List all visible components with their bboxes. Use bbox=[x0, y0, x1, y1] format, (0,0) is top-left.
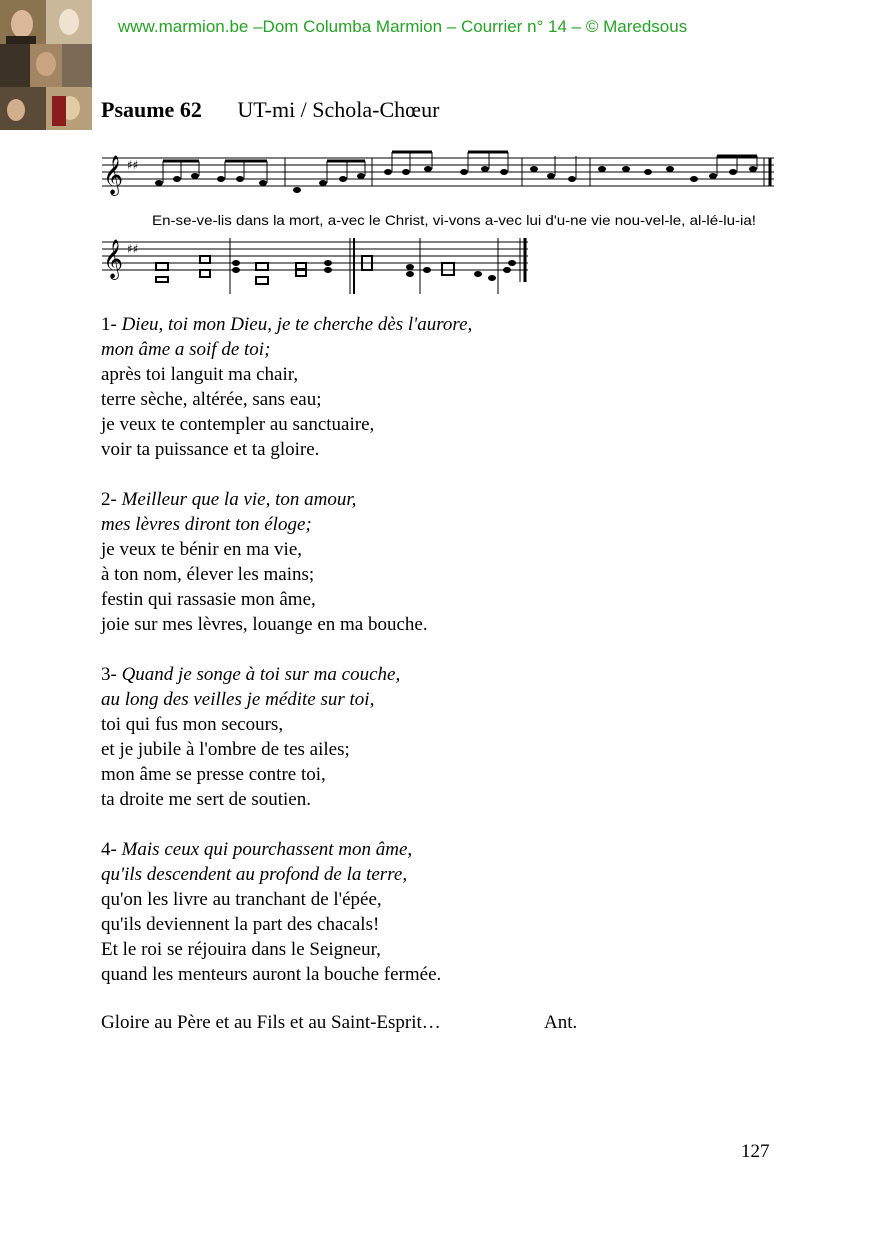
verse-line: et je jubile à l'ombre de tes ailes; bbox=[101, 739, 350, 760]
verse-line: mes lèvres diront ton éloge; bbox=[101, 514, 312, 535]
verse-line: qu'ils deviennent la part des chacals! bbox=[101, 914, 380, 935]
stanza-number: 2- bbox=[101, 489, 122, 510]
staff-lines-2 bbox=[102, 242, 528, 270]
psalm-tone-score bbox=[100, 232, 540, 303]
beams-1 bbox=[163, 152, 757, 161]
verse-line: qu'on les livre au tranchant de l'épée, bbox=[101, 889, 382, 910]
antiphon-label: Ant. bbox=[544, 1012, 578, 1033]
mode-label: UT-mi / Schola-Chœur bbox=[237, 97, 440, 122]
verse-line: voir ta puissance et ta gloire. bbox=[101, 439, 320, 460]
verse-line: au long des veilles je médite sur toi, bbox=[101, 689, 375, 710]
stanza-number: 4- bbox=[101, 839, 122, 860]
staff-lines-1 bbox=[102, 158, 774, 186]
verse-line: quand les menteurs auront la bouche fermée. bbox=[101, 964, 442, 985]
verse-line: je veux te bénir en ma vie, bbox=[101, 539, 303, 560]
verse-line: qu'ils descendent au profond de la terre, bbox=[101, 864, 408, 885]
verse-line: terre sèche, altérée, sans eau; bbox=[101, 389, 322, 410]
treble-clef-icon: 𝄞 bbox=[103, 239, 124, 279]
stanza-number: 3- bbox=[101, 664, 122, 685]
verse-line: festin qui rassasie mon âme, bbox=[101, 589, 316, 610]
stanza-number: 1- bbox=[101, 314, 122, 335]
photo-collage bbox=[0, 0, 92, 130]
page-number: 127 bbox=[741, 1141, 770, 1162]
verse-line: joie sur mes lèvres, louange en ma bouche. bbox=[101, 614, 428, 635]
svg-text:♯♯: ♯♯ bbox=[127, 242, 139, 256]
svg-text:♯♯: ♯♯ bbox=[127, 158, 139, 172]
verse-line: mon âme se presse contre toi, bbox=[101, 764, 326, 785]
verse-line: Dieu, toi mon Dieu, je te cherche dès l'aurore, bbox=[121, 314, 473, 335]
stanza-2 bbox=[101, 487, 801, 637]
verse-line: Meilleur que la vie, ton amour, bbox=[121, 489, 357, 510]
verse-line: je veux te contempler au sanctuaire, bbox=[101, 414, 375, 435]
verse-line: à ton nom, élever les mains; bbox=[101, 564, 315, 585]
header-website-link[interactable]: www.marmion.be –Dom Columba Marmion – Courrier n° 14 – © Maredsous bbox=[118, 17, 688, 36]
verse-line: après toi languit ma chair, bbox=[101, 364, 299, 385]
title-row bbox=[101, 97, 439, 123]
stanza-3 bbox=[101, 662, 801, 812]
treble-clef-icon: 𝄞 bbox=[103, 155, 124, 195]
verse-line: mon âme a soif de toi; bbox=[101, 339, 271, 360]
psalm-title: Psaume 62 bbox=[101, 97, 202, 122]
verse-line: Et le roi se réjouira dans le Seigneur, bbox=[101, 939, 381, 960]
psalm-verses bbox=[101, 312, 801, 1012]
verse-line: toi qui fus mon secours, bbox=[101, 714, 284, 735]
doxology: Gloire au Père et au Fils et au Saint-Esprit… bbox=[101, 1012, 441, 1033]
stanza-1 bbox=[101, 312, 801, 462]
antiphon-score bbox=[100, 148, 780, 235]
verse-line: Mais ceux qui pourchassent mon âme, bbox=[121, 839, 413, 860]
antiphon-lyrics: En-se-ve-lis dans la mort, a-vec le Christ, vi-vons a-vec lui d'u-ne vie nou-vel-le, al-lé-lu-ia! bbox=[152, 212, 756, 228]
bar-lines-2 bbox=[230, 238, 525, 294]
verse-line: ta droite me sert de soutien. bbox=[101, 789, 311, 810]
verse-line: Quand je songe à toi sur ma couche, bbox=[121, 664, 401, 685]
stanza-4 bbox=[101, 837, 801, 987]
